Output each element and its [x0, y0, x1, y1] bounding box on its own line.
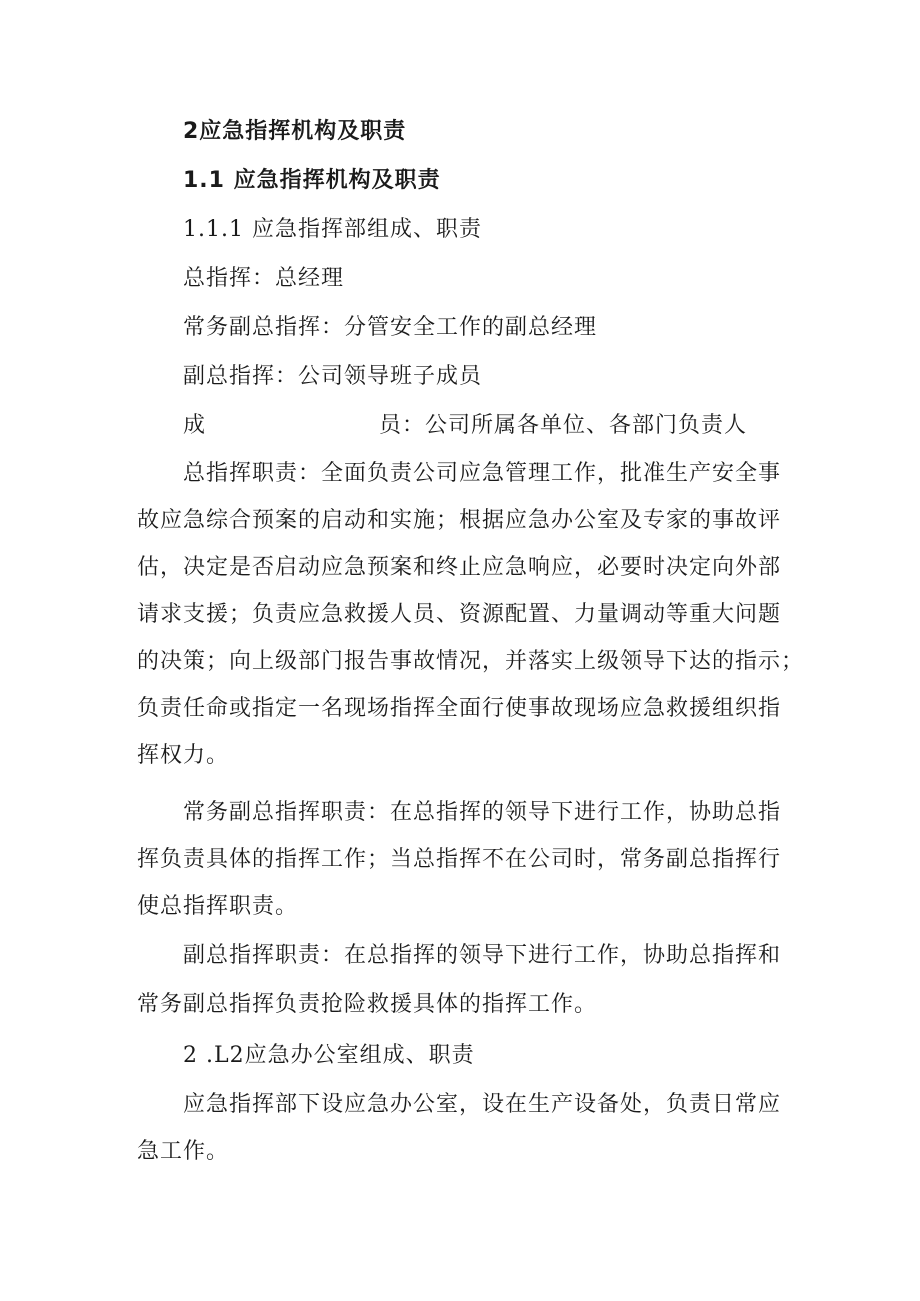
office-heading: 2 .L2应急办公室组成、职责 [183, 1043, 475, 1068]
role-members [183, 411, 747, 441]
chief-duty-line: 负责任命或指定一名现场指挥全面行使事故现场应急救援组织指 [137, 696, 782, 721]
chief-duty-line: 故应急综合预案的启动和实施；根据应急办公室及专家的事故评 [137, 508, 782, 533]
chief-duty-line: 请求支援；负责应急救援人员、资源配置、力量调动等重大问题 [137, 602, 782, 627]
section-heading: 2应急指挥机构及职责 [183, 119, 407, 144]
role-chief: 总指挥：总经理 [183, 266, 345, 291]
role-members-label-end: 员：公司所属各单位、各部门负责人 [378, 413, 747, 438]
chief-duty-line: 估，决定是否启动应急预案和终止应急响应，必要时决定向外部 [137, 555, 782, 580]
role-exec-deputy: 常务副总指挥：分管安全工作的副总经理 [183, 315, 598, 340]
subsection-heading: 1.1 应急指挥机构及职责 [183, 168, 441, 193]
office-desc-line: 应急指挥部下设应急办公室，设在生产设备处，负责日常应 [183, 1092, 782, 1117]
role-members-label-start: 成 [183, 413, 207, 438]
office-desc-line: 急工作。 [137, 1139, 230, 1164]
exec-deputy-duty-line: 使总指挥职责。 [137, 894, 299, 919]
deputy-duty-line: 副总指挥职责：在总指挥的领导下进行工作，协助总指挥和 [183, 943, 782, 968]
exec-deputy-duty-line: 挥负责具体的指挥工作；当总指挥不在公司时，常务副总指挥行 [137, 847, 782, 872]
sub-subsection-heading: 1.1.1 应急指挥部组成、职责 [183, 217, 482, 242]
exec-deputy-duty-line: 常务副总指挥职责：在总指挥的领导下进行工作，协助总指 [183, 800, 782, 825]
chief-duty-line: 总指挥职责：全面负责公司应急管理工作，批准生产安全事 [183, 461, 782, 486]
chief-duty-line: 的决策；向上级部门报告事故情况，并落实上级领导下达的指示； [137, 649, 805, 674]
deputy-duty-line: 常务副总指挥负责抢险救援具体的指挥工作。 [137, 992, 598, 1017]
role-deputy: 副总指挥：公司领导班子成员 [183, 364, 483, 389]
chief-duty-line: 挥权力。 [137, 743, 230, 768]
